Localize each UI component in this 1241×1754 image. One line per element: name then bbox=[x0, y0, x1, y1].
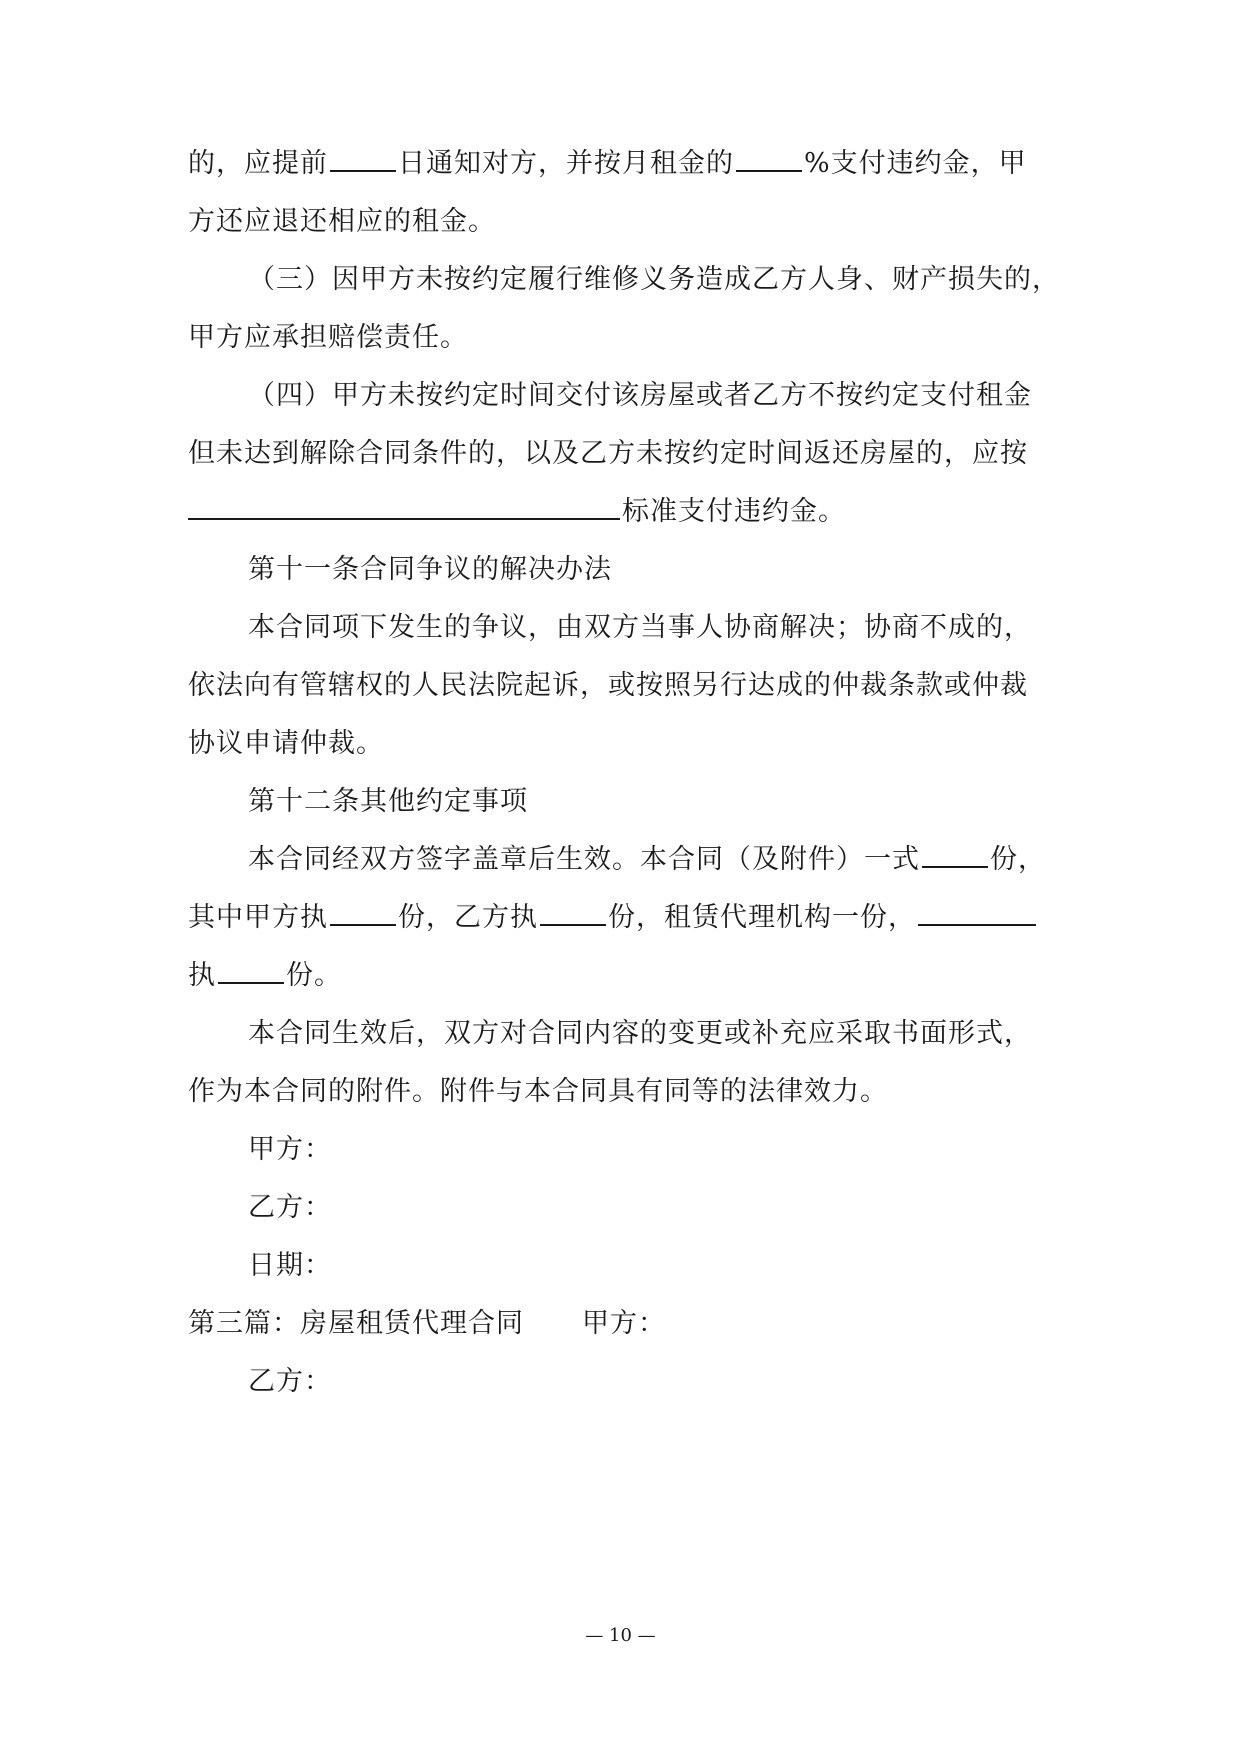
party-b-label: 乙方： bbox=[248, 1192, 332, 1223]
text-segment: 日通知对方，并按月租金的 bbox=[398, 148, 734, 179]
text-segment: 执 bbox=[188, 960, 216, 991]
section-three-heading bbox=[188, 1304, 1068, 1344]
paragraph-line-2: 方还应退还相应的租金。 bbox=[188, 206, 496, 237]
clause-four: （四）甲方未按约定时间交付该房屋或者乙方不按约定支付租金 bbox=[248, 380, 1032, 411]
blank-field bbox=[918, 900, 1036, 926]
page-number: — 10 — bbox=[585, 1625, 656, 1646]
paragraph-line-17: 作为本合同的附件。附件与本合同具有同等的法律效力。 bbox=[188, 1076, 888, 1107]
text-segment: 份，乙方执 bbox=[398, 902, 538, 933]
paragraph-line-13 bbox=[248, 840, 1068, 880]
text-segment: 份。 bbox=[286, 960, 342, 991]
party-a-label: 甲方： bbox=[582, 1308, 666, 1339]
text-segment: 份，租赁代理机构一份， bbox=[608, 902, 916, 933]
paragraph-line-10: 依法向有管辖权的人民法院起诉，或按照另行达成的仲裁条款或仲裁 bbox=[188, 670, 1028, 701]
party-a-label: 甲方： bbox=[248, 1134, 332, 1165]
paragraph-line-7 bbox=[188, 492, 1068, 532]
text-segment: 的，应提前 bbox=[188, 148, 328, 179]
blank-field bbox=[922, 842, 988, 868]
paragraph-line-14 bbox=[188, 898, 1068, 938]
blank-field bbox=[540, 900, 606, 926]
text-segment: 本合同经双方签字盖章后生效。本合同（及附件）一式 bbox=[248, 844, 920, 875]
blank-field bbox=[218, 958, 284, 984]
paragraph-line-15 bbox=[188, 956, 1068, 996]
article-eleven-heading: 第十一条合同争议的解决办法 bbox=[248, 554, 612, 585]
paragraph-line-4: 甲方应承担赔偿责任。 bbox=[188, 322, 468, 353]
paragraph-line-16: 本合同生效后，双方对合同内容的变更或补充应采取书面形式， bbox=[248, 1018, 1032, 1049]
date-label: 日期： bbox=[248, 1250, 332, 1281]
clause-three: （三）因甲方未按约定履行维修义务造成乙方人身、财产损失的， bbox=[248, 264, 1060, 295]
text-segment: 其中甲方执 bbox=[188, 902, 328, 933]
text-segment: 标准支付违约金。 bbox=[622, 496, 846, 527]
section-title: 第三篇：房屋租赁代理合同 bbox=[188, 1308, 524, 1339]
article-twelve-heading: 第十二条其他约定事项 bbox=[248, 786, 528, 817]
paragraph-line-1 bbox=[188, 144, 1068, 184]
paragraph-line-11: 协议申请仲裁。 bbox=[188, 728, 384, 759]
blank-field bbox=[736, 146, 802, 172]
text-segment: 份， bbox=[990, 844, 1046, 875]
paragraph-line-6: 但未达到解除合同条件的，以及乙方未按约定时间返还房屋的，应按 bbox=[188, 438, 1028, 469]
paragraph-line-9: 本合同项下发生的争议，由双方当事人协商解决；协商不成的， bbox=[248, 612, 1032, 643]
text-segment: %支付违约金，甲 bbox=[804, 148, 1027, 179]
blank-field bbox=[188, 494, 620, 520]
party-b-label: 乙方： bbox=[248, 1366, 332, 1397]
blank-field bbox=[330, 146, 396, 172]
blank-field bbox=[330, 900, 396, 926]
